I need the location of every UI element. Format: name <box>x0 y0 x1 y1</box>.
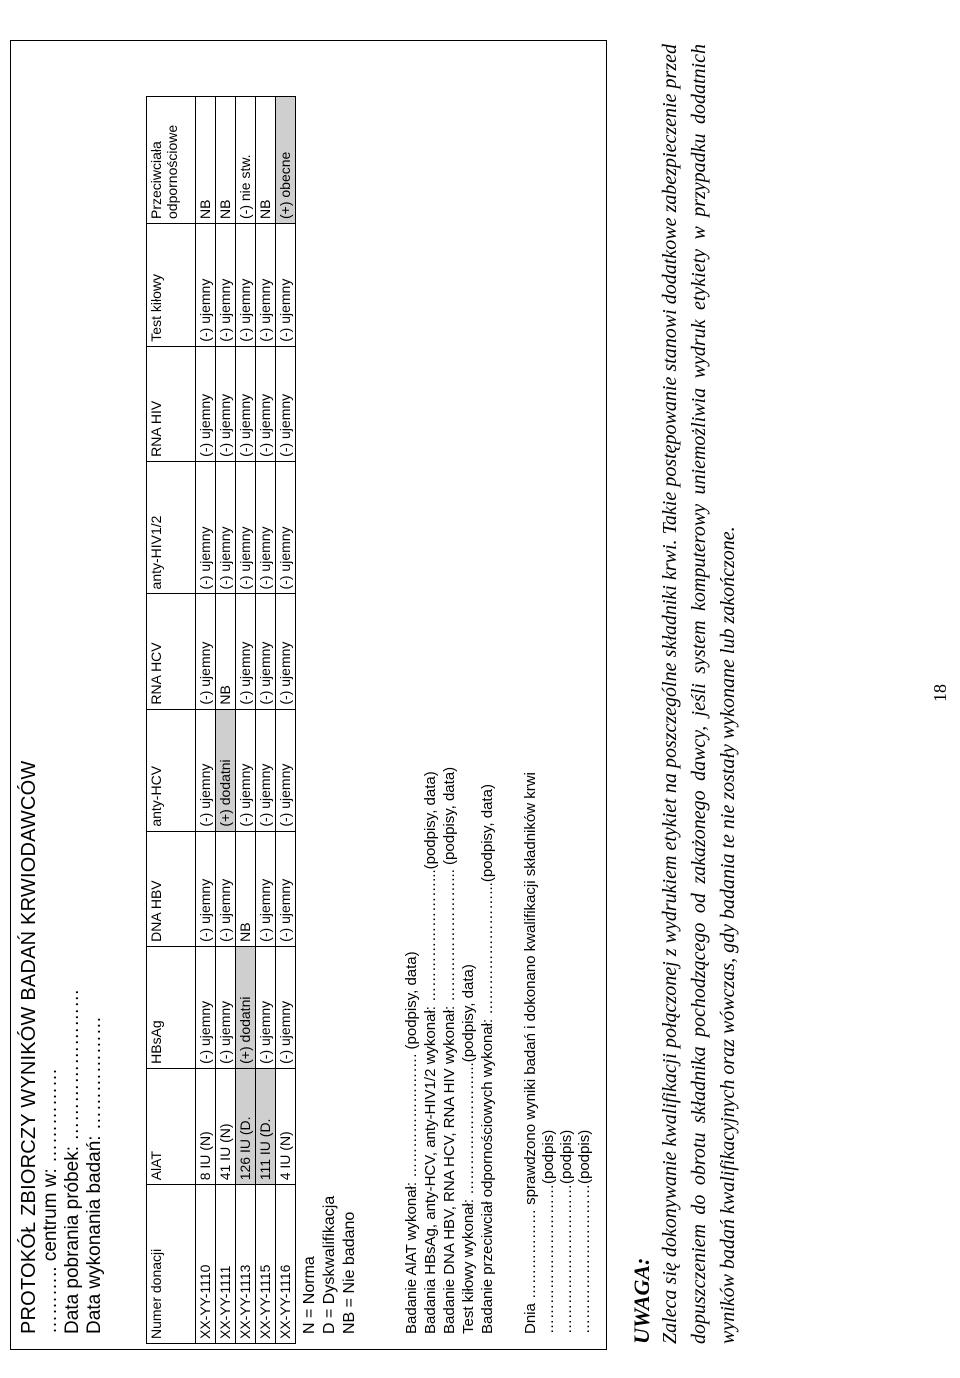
legend-disqualification: D = Dyskwalifikacja <box>321 1195 338 1334</box>
exam-date: Data wykonania badań: ……………… <box>84 1016 105 1334</box>
table-cell: (-) ujemny <box>216 831 236 946</box>
table-cell: (-) ujemny <box>236 224 256 347</box>
table-cell-highlighted: (+) obecne <box>276 97 296 224</box>
exec-alat: Badanie AlAT wykonał: ……………………. (podpisy, data) <box>403 951 420 1334</box>
results-table <box>146 96 296 1344</box>
col-donation-number: Numer donacji <box>147 1185 196 1344</box>
note-text: Zaleca się dokonywanie kwalifikacji połączonej z wydrukiem etykiet na poszczególne składniki krwi. Takie postępowanie stanowi dodatkowe zabezpieczenie przed dopuszczeniem do obrotu składnika pochodzącego od zakażonego dawcy, jeśli system komputerowy uniemożliwia wydruk etykiety w przypadku dodatnich wyników badań kwalifikacyjnych oraz wówczas, gdy badania te nie zostały wykonane lub zakończone. <box>659 44 739 1344</box>
exec-dna: Badanie DNA HBV, RNA HCV, RNA HIV wykonał: ……………………... (podpisy, data) <box>441 766 458 1334</box>
table-cell: 41 IU (N) <box>216 1068 236 1184</box>
table-cell: (-) ujemny <box>196 461 216 594</box>
table-cell: (-) ujemny <box>196 946 216 1068</box>
table-row <box>196 97 216 1344</box>
execution-lines <box>402 767 497 1334</box>
col-antibodies: Przeciwciała odpornościowe <box>147 97 196 224</box>
table-cell-highlighted: (+) dodatni <box>236 946 256 1068</box>
legend-not-tested: NB = Nie badano <box>341 1211 358 1334</box>
table-cell: (-) ujemny <box>216 346 236 461</box>
table-cell-highlighted: (+) dodatni <box>216 709 236 831</box>
exec-antibodies: Badanie przeciwciał odpornościowych wykonał: ……………………...(podpisy, data) <box>479 784 496 1334</box>
sampling-date: Data pobrania próbek: …………………… <box>62 988 83 1334</box>
col-alat: AlAT <box>147 1068 196 1184</box>
table-cell: (-) ujemny <box>196 831 216 946</box>
signature-line: …………………………(podpis) <box>540 1129 557 1334</box>
table-cell: (-) ujemny <box>196 346 216 461</box>
protocol-header <box>18 761 106 1334</box>
table-cell: NB <box>216 594 236 709</box>
signature-line: …………………………(podpis) <box>576 1129 593 1334</box>
table-row <box>256 97 276 1344</box>
table-cell: (-) ujemny <box>236 594 256 709</box>
table-cell: (-) ujemny <box>256 594 276 709</box>
col-hbsag: HBsAg <box>147 946 196 1068</box>
col-anti-hiv: anty-HIV1/2 <box>147 461 196 594</box>
signoff-statement: Dnia ……………… sprawdzono wyniki badań i dokonano kwalifikacji składników krwi <box>522 772 539 1334</box>
table-cell: (-) ujemny <box>256 346 276 461</box>
table-row <box>276 97 296 1344</box>
table-cell: 4 IU (N) <box>276 1068 296 1184</box>
page-number: 18 <box>930 684 950 702</box>
note-block <box>628 44 743 1344</box>
table-cell: XX-YY-1110 <box>196 1185 216 1344</box>
table-cell: XX-YY-1113 <box>236 1185 256 1344</box>
col-rna-hcv: RNA HCV <box>147 594 196 709</box>
table-cell: (-) ujemny <box>256 831 276 946</box>
table-cell: (-) ujemny <box>276 461 296 594</box>
table-cell: (-) ujemny <box>196 594 216 709</box>
table-cell: NB <box>256 97 276 224</box>
table-cell: (-) ujemny <box>276 346 296 461</box>
protocol-title: PROTOKÓŁ ZBIORCZY WYNIKÓW BADAŃ KRWIODAWCÓW <box>18 760 40 1334</box>
table-cell: 8 IU (N) <box>196 1068 216 1184</box>
table-cell: XX-YY-1111 <box>216 1185 236 1344</box>
table-cell: (-) ujemny <box>276 831 296 946</box>
table-cell: (-) ujemny <box>256 709 276 831</box>
col-rna-hiv: RNA HIV <box>147 346 196 461</box>
col-anti-hcv: anty-HCV <box>147 709 196 831</box>
table-cell: (-) ujemny <box>216 461 236 594</box>
table-cell-highlighted: 126 IU (D. <box>236 1068 256 1184</box>
table-cell: (-) ujemny <box>276 946 296 1068</box>
signature-line: …………………………(podpis) <box>558 1129 575 1334</box>
table-cell: (-) ujemny <box>216 946 236 1068</box>
table-cell: (-) ujemny <box>256 461 276 594</box>
exec-hbsag: Badania HBsAg, anty-HCV, anty-HIV1/2 wykonał: ……………………...(podpisy, data) <box>422 771 439 1334</box>
legend <box>300 1196 360 1334</box>
table-cell: (-) ujemny <box>196 709 216 831</box>
table-cell: (-) ujemny <box>256 946 276 1068</box>
table-cell: (-) nie stw. <box>236 97 256 224</box>
table-cell: (-) ujemny <box>236 461 256 594</box>
table-cell: (-) ujemny <box>196 224 216 347</box>
table-row <box>236 97 256 1344</box>
table-cell: (-) ujemny <box>216 224 236 347</box>
table-row <box>216 97 236 1344</box>
table-cell: (-) ujemny <box>276 709 296 831</box>
legend-norm: N = Norma <box>301 1256 318 1334</box>
table-cell: (-) ujemny <box>276 224 296 347</box>
table-cell: NB <box>236 831 256 946</box>
table-header-row <box>147 97 196 1344</box>
table-cell: (-) ujemny <box>276 594 296 709</box>
table-cell-highlighted: 111 IU (D. <box>256 1068 276 1184</box>
table-cell: XX-YY-1115 <box>256 1185 276 1344</box>
col-syphilis-test: Test kiłowy <box>147 224 196 347</box>
centre-line: ……….. centrum w: …………… <box>40 1067 61 1334</box>
table-cell: (-) ujemny <box>256 224 276 347</box>
note-heading: UWAGA: <box>629 1257 654 1344</box>
table-cell: XX-YY-1116 <box>276 1185 296 1344</box>
signoff <box>522 772 594 1334</box>
exec-syphilis: Test kiłowy wykonał: ……………………...(podpisy, data) <box>460 964 477 1334</box>
table-cell: NB <box>196 97 216 224</box>
col-dna-hbv: DNA HBV <box>147 831 196 946</box>
table-cell: (-) ujemny <box>236 346 256 461</box>
table-cell: NB <box>216 97 236 224</box>
table-cell: (-) ujemny <box>236 709 256 831</box>
